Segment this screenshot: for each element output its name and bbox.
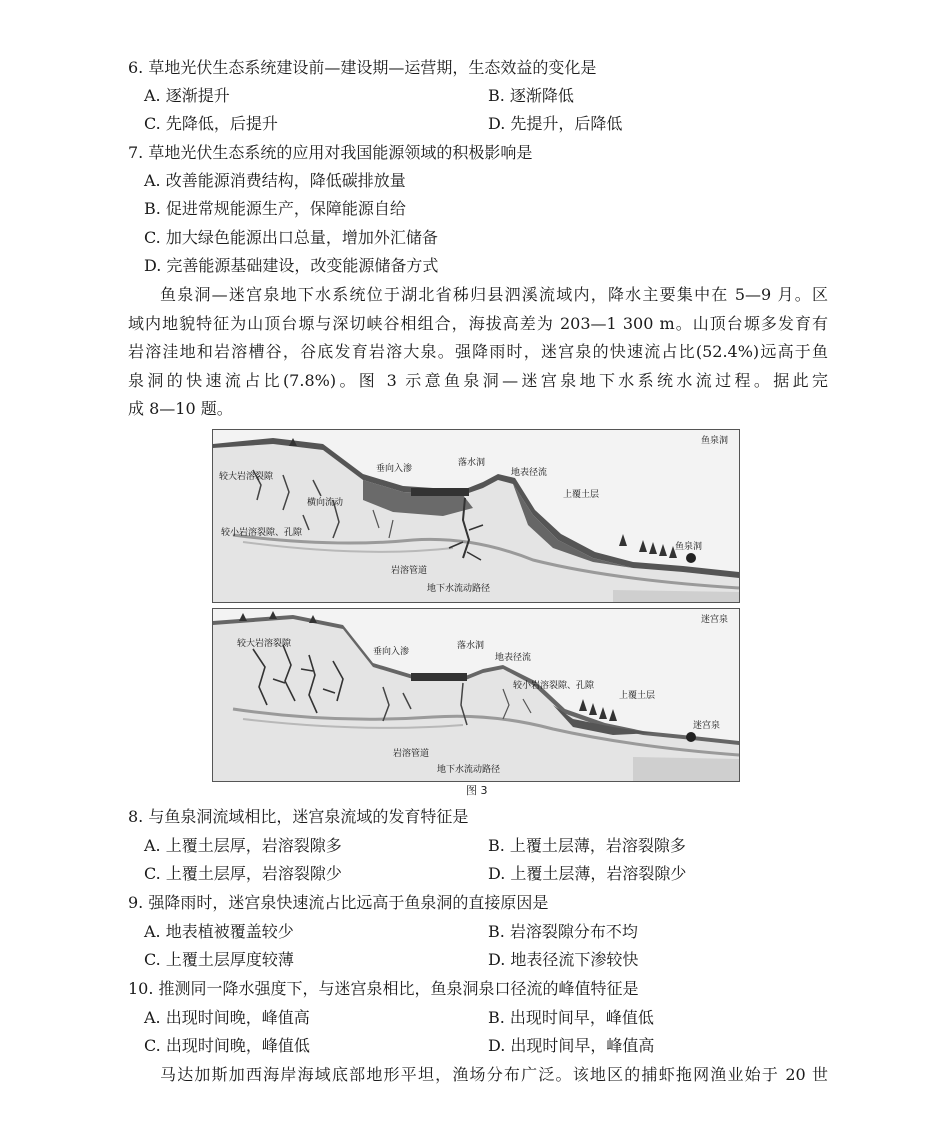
q10-option-c: C. 出现时间晚，峰值低 (144, 1036, 310, 1055)
fig-bottom-label-big-fissure: 较大岩溶裂隙 (237, 639, 292, 649)
figure-caption: 图 3 (466, 784, 488, 797)
fig-bottom-label-spring: 迷宫泉 (693, 721, 721, 731)
fig-bottom-label-sinkhole: 落水洞 (457, 641, 485, 651)
q9-option-a: A. 地表植被覆盖较少 (144, 922, 294, 941)
fig-top-label-lateral-flow: 横向流动 (307, 498, 344, 508)
fig-top-label-sinkhole: 落水洞 (458, 458, 486, 468)
q9-option-b: B. 岩溶裂隙分布不均 (488, 922, 638, 941)
fig-top-label-small-fissure: 较小岩溶裂隙、孔隙 (221, 528, 303, 538)
fig-top-label-spring: 鱼泉洞 (675, 542, 703, 552)
fig-top-label-flow-path: 地下水流动路径 (427, 584, 491, 594)
fig-top-label-overlying-soil: 上覆土层 (563, 490, 600, 500)
q8-option-d: D. 上覆土层薄，岩溶裂隙少 (488, 864, 687, 883)
fig-bottom-label-conduit: 岩溶管道 (393, 749, 430, 759)
fig-bottom-label-surface-runoff: 地表径流 (495, 653, 532, 663)
q8-option-a: A. 上覆土层厚，岩溶裂隙多 (144, 836, 342, 855)
fig-top-label-conduit: 岩溶管道 (391, 566, 428, 576)
fig-bottom-label-overlying-soil: 上覆土层 (619, 691, 656, 701)
q8-option-b: B. 上覆土层薄，岩溶裂隙多 (488, 836, 686, 855)
figure-panel-migongquan (212, 608, 740, 782)
q9-option-d: D. 地表径流下渗较快 (488, 950, 639, 969)
fig-bottom-title: 迷宫泉 (701, 615, 729, 625)
fig-top-label-vertical-seepage: 垂向入渗 (376, 464, 413, 474)
q8-stem: 8. 与鱼泉洞流域相比，迷宫泉流域的发育特征是 (128, 807, 469, 826)
fig-top-label-big-fissure: 较大岩溶裂隙 (219, 472, 274, 482)
q7-option-d: D. 完善能源基础建设，改变能源储备方式 (144, 256, 439, 275)
fig-bottom-label-flow-path: 地下水流动路径 (437, 765, 501, 775)
q7-option-a: A. 改善能源消费结构，降低碳排放量 (144, 171, 406, 190)
yuquandong-cross-section (213, 430, 739, 602)
migongquan-spring-marker (686, 732, 696, 742)
q10-stem: 10. 推测同一降水强度下，与迷宫泉相比，鱼泉洞泉口径流的峰值特征是 (128, 979, 639, 998)
q8-option-c: C. 上覆土层厚，岩溶裂隙少 (144, 864, 342, 883)
passage-line-3: 岩溶洼地和岩溶槽谷，谷底发育岩溶大泉。强降雨时，迷宫泉的快速流占比(52.4%)远高于鱼 (128, 342, 828, 361)
next-passage-line-1: 马达加斯加西海岸海域底部地形平坦，渔场分布广泛。该地区的捕虾拖网渔业始于 20 世 (160, 1065, 828, 1084)
q10-option-b: B. 出现时间早，峰值低 (488, 1008, 654, 1027)
passage-line-5: 成 8—10 题。 (128, 399, 233, 418)
q7-stem: 7. 草地光伏生态系统的应用对我国能源领域的积极影响是 (128, 143, 533, 162)
q9-option-c: C. 上覆土层厚度较薄 (144, 950, 294, 969)
q7-option-b: B. 促进常规能源生产，保障能源自给 (144, 199, 406, 218)
yuquandong-spring-marker (686, 553, 696, 563)
q6-option-b: B. 逐渐降低 (488, 86, 574, 105)
figure-panel-yuquandong (212, 429, 740, 603)
q7-option-c: C. 加大绿色能源出口总量，增加外汇储备 (144, 228, 438, 247)
passage-line-4: 泉洞的快速流占比(7.8%)。图 3 示意鱼泉洞—迷宫泉地下水系统水流过程。据此完 (128, 371, 828, 390)
q9-stem: 9. 强降雨时，迷宫泉快速流占比远高于鱼泉洞的直接原因是 (128, 893, 549, 912)
q6-option-a: A. 逐渐提升 (144, 86, 230, 105)
fig-top-title: 鱼泉洞 (701, 436, 729, 446)
migongquan-cross-section (213, 609, 739, 781)
fig-bottom-label-small-fissure: 较小岩溶裂隙、孔隙 (513, 681, 595, 691)
q6-stem: 6. 草地光伏生态系统建设前—建设期—运营期，生态效益的变化是 (128, 58, 597, 77)
fig-top-label-surface-runoff: 地表径流 (511, 468, 548, 478)
q10-option-d: D. 出现时间早，峰值高 (488, 1036, 655, 1055)
passage-line-2: 域内地貌特征为山顶台塬与深切峡谷相组合，海拔高差为 203—1 300 m。山顶台塬多发育有 (128, 314, 828, 333)
q6-option-d: D. 先提升，后降低 (488, 114, 623, 133)
q10-option-a: A. 出现时间晚，峰值高 (144, 1008, 310, 1027)
fig-bottom-label-vertical-seepage: 垂向入渗 (373, 647, 410, 657)
q6-option-c: C. 先降低，后提升 (144, 114, 278, 133)
passage-line-1: 鱼泉洞—迷宫泉地下水系统位于湖北省秭归县泗溪流域内，降水主要集中在 5—9 月。区 (160, 285, 828, 304)
